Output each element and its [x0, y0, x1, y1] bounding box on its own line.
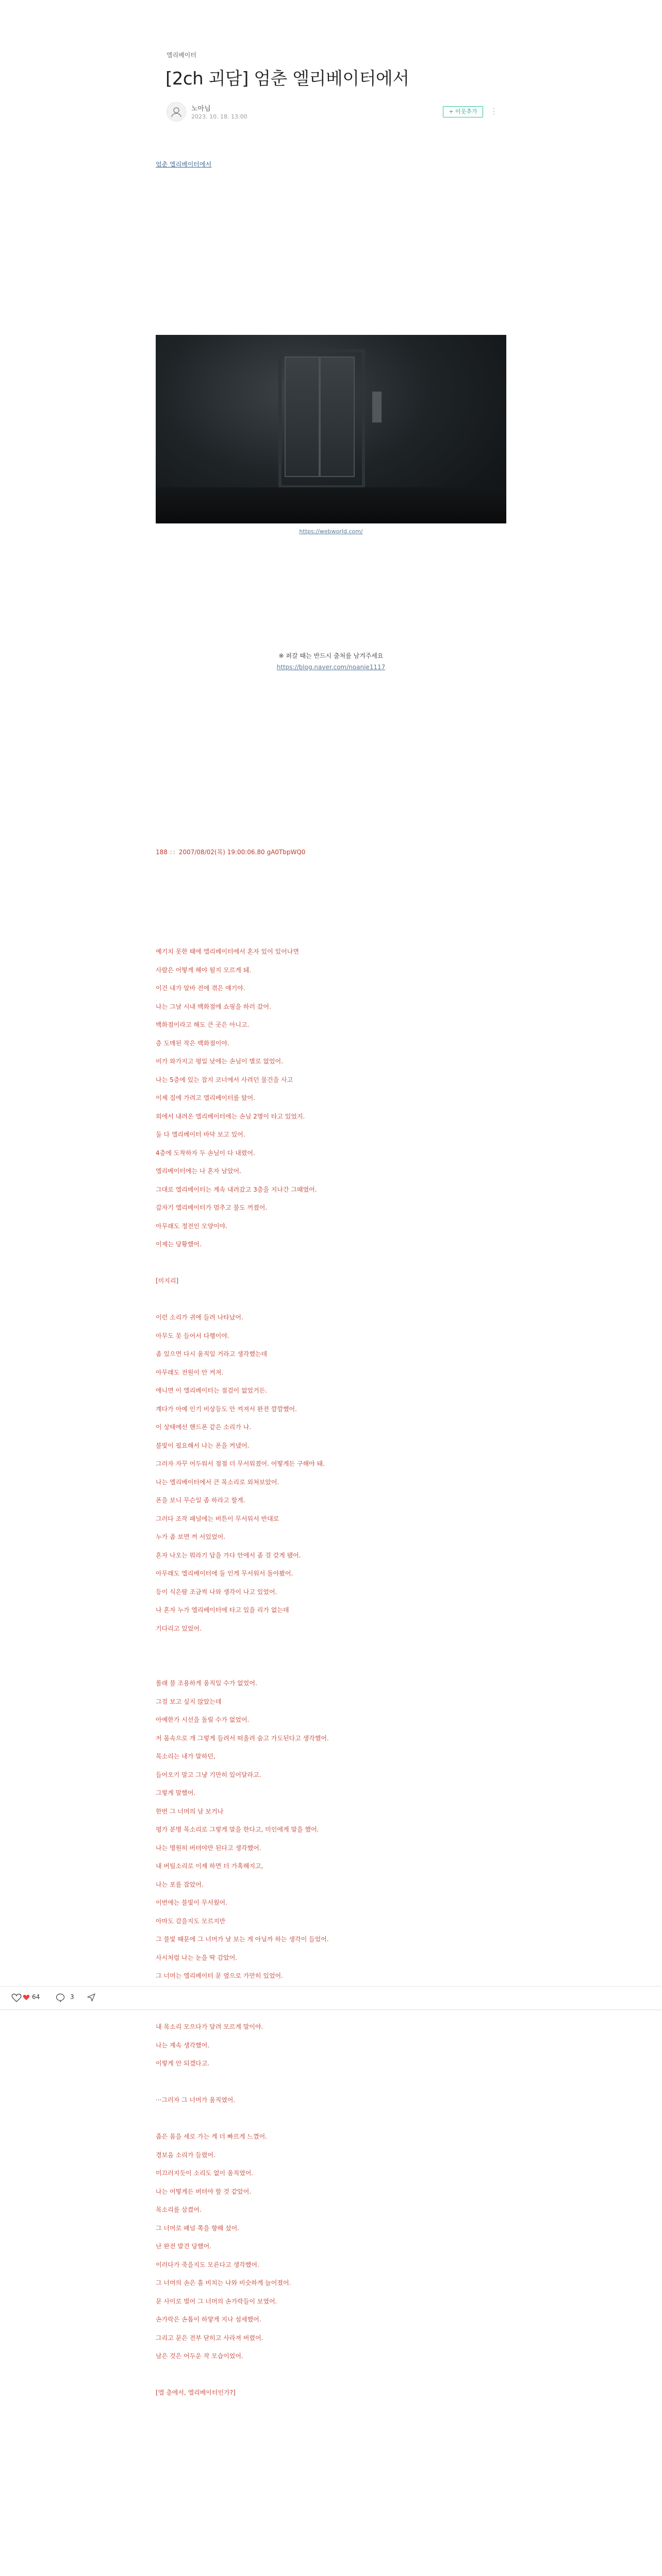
story-line: 나 혼자 누가 엘리베이터에 타고 있을 리가 없는데 — [156, 1606, 289, 1614]
author-row — [167, 101, 498, 126]
more-options-icon[interactable]: ⋮ — [490, 106, 498, 116]
story-line: 내 버팀소리로 이제 하면 더 가혹해지고, — [156, 1862, 263, 1870]
story-line: 목소리를 삼켰어. — [156, 2206, 202, 2213]
red-heart-icon — [23, 1994, 30, 2001]
share-icon[interactable] — [87, 1993, 96, 2002]
story-line: 아무래도 전원이 안 켜져. — [156, 1369, 224, 1376]
story-line: 등이 식은땀 조금씩 나와 생각이 나고 있었어. — [156, 1588, 277, 1596]
story-line: 저 몸속으로 개 그렇게 들려서 떠올려 숨고 가도된다고 생각했어. — [156, 1735, 329, 1742]
avatar[interactable] — [167, 102, 186, 122]
story-line: 나는 계속 생각했어. — [156, 2042, 210, 2049]
story-line: 그걸 보고 싶지 않았는데 — [156, 1698, 222, 1705]
story-line: 아마도 감을지도 모르지만 — [156, 1918, 226, 1925]
post-title: [2ch 괴담] 엄춘 엘리베이터에서 — [166, 69, 409, 89]
story-line: 비가 와가지고 평일 낮에는 손님이 별로 없었어. — [156, 1058, 283, 1065]
story-line: 이제는 당황했어. — [156, 1241, 202, 1248]
story-line: 불빛이 필요해서 나는 폰을 켜냈어. — [156, 1442, 250, 1449]
story-line: 갑자기 엘리베이터가 멈추고 불도 꺼졌어. — [156, 1204, 268, 1211]
story-line: 그 너머로 패널 쪽을 향해 섰어. — [156, 2225, 239, 2232]
story-line: 들어오기 말고 그냥 기만히 있어달라고. — [156, 1771, 261, 1778]
story-line: ···그러자 그 너머가 움직였어. — [156, 2096, 236, 2104]
story-line: 그러자 자꾸 어두워서 점점 더 무서워졌어. 어떻게든 구해야 돼. — [156, 1460, 325, 1467]
story-line: 이러다가 죽을지도 모른다고 생각했어. — [156, 2261, 259, 2268]
story-line: 애니면 이 엘리베이터는 점검이 없었거든. — [156, 1387, 268, 1394]
story-line: 폰을 보니 무슨일 좀 하라고 할게. — [156, 1497, 245, 1504]
story-line: 손가락은 손톱이 하얗게 지나 섬세했어. — [156, 2316, 261, 2323]
story-line: 그리고 문은 전부 닫히고 사라져 버렸어. — [156, 2334, 263, 2342]
photo-caption-link[interactable]: https://webworld.com/ — [299, 528, 363, 535]
story-line: [엘 층에서, 엘리베이터인가?] — [156, 2389, 236, 2396]
story-line: 나는 명원히 버텨야만 된다고 생각했어. — [156, 1844, 261, 1852]
story-line: 사람은 어떻게 해야 될지 모르게 돼. — [156, 967, 252, 974]
story-line: 좀 있으면 다시 움직일 거라고 생각했는데 — [156, 1350, 268, 1358]
story-line: 남은 것은 어두운 작 모습이었어. — [156, 2352, 243, 2360]
story-line: 아예한가 시선을 돌릴 수가 없었어. — [156, 1716, 250, 1723]
elevator-photo — [156, 335, 506, 523]
story-line: 이번에는 불빛이 무서웠어. — [156, 1899, 227, 1906]
story-line: 아무래도 엘리베이터에 둘 인게 무서워서 돌아봤어. — [156, 1570, 293, 1577]
like-count: 64 — [32, 1993, 40, 2001]
story-line: 나는 엘리베이터에서 큰 목소리로 외쳐보았어. — [156, 1479, 279, 1486]
story-line: 이 상태에선 핸드폰 같은 소리가 나. — [156, 1423, 252, 1431]
user-icon — [170, 106, 183, 118]
source-notice: ※ 퍼갈 때는 반드시 출처를 남겨주세요 — [278, 652, 384, 659]
elevator-door-right — [320, 357, 355, 477]
story-line: 나는 그날 시내 백화점에 쇼핑을 하러 갔어. — [156, 1003, 271, 1010]
story-line: 나는 포를 잡았어. — [156, 1881, 204, 1888]
story-line: 그대로 엘리베이터는 계속 내려갔고 3층을 지나간 그때였어. — [156, 1186, 317, 1193]
top-link[interactable]: 엄춘 엘리베이터에서 — [156, 161, 212, 168]
post-header-line: 188 ：：2007/08/02(목) 19:00:06.80 gA0TbpWQ0 — [156, 849, 306, 856]
add-neighbor-button[interactable]: + 이웃추가 — [443, 106, 483, 117]
author-name[interactable]: 노아님 — [191, 105, 211, 113]
story-line: 목소리는 내가 말하던, — [156, 1753, 216, 1760]
story-line: 한번 그 너머의 남 보거나 — [156, 1808, 224, 1815]
story-line: 예기치 못한 때에 엘리베이터에서 혼자 있어 있어나면 — [156, 948, 299, 955]
elevator-door-left — [285, 357, 320, 477]
story-line: 아무도 못 들어서 다행이야. — [156, 1332, 229, 1340]
story-line: 이렇게 안 되겠다고. — [156, 2060, 210, 2067]
story-line: 그 너머는 엘리베이터 문 옆으로 가만히 있었어. — [156, 1972, 283, 1979]
story-line: 난 완전 발견 당했어. — [156, 2243, 211, 2250]
story-line: 이런 소리가 귀에 들려 나타났어. — [156, 1314, 243, 1321]
story-line: 좁은 몸을 세로 가는 게 더 빠르게 느꼈어. — [156, 2133, 267, 2140]
story-line: 둘 다 엘리베이터 바닥 보고 있어. — [156, 1131, 245, 1138]
story-line: 그렇게 말했어. — [156, 1789, 196, 1797]
elevator-panel — [372, 392, 382, 422]
story-line: 사시처럼 나는 눈을 딱 감았어. — [156, 1954, 238, 1961]
story-line: 아무래도 정전인 모양이야. — [156, 1223, 227, 1230]
source-link[interactable]: https://blog.naver.com/noanie1117 — [276, 664, 386, 671]
story-line: 나는 5층에 있는 잡지 코너에서 사려던 물건을 사고 — [156, 1076, 293, 1083]
story-line: 계다가 아예 인기 비상등도 안 켜져서 완전 깜깜했어. — [156, 1405, 297, 1413]
story-line: 엘리베이터에는 나 혼자 남았어. — [156, 1167, 241, 1175]
story-line: 기다리고 있었어. — [156, 1625, 202, 1632]
comment-icon[interactable] — [56, 1993, 65, 2002]
story-line: 경보음 소리가 들렸어. — [156, 2151, 216, 2159]
story-line: 백화점이라고 해도 큰 곳은 아니고. — [156, 1021, 250, 1028]
action-bar — [0, 1986, 662, 2010]
story-line: 누가 좀 보면 꺼 서있었어. — [156, 1533, 225, 1540]
post-date: 2023. 10. 18. 13:00 — [191, 113, 247, 120]
story-line: 몰래 불 조용하게 움직일 수가 없었어. — [156, 1680, 257, 1687]
story-line: 4층에 도착하자 두 손님이 다 내렸어. — [156, 1149, 255, 1157]
story-line: 이건 내가 알바 전에 겪은 얘기야. — [156, 985, 245, 992]
category-link[interactable]: 엘리베이터 — [167, 52, 196, 59]
story-line: 그 너머의 손은 흘 비치는 나와 비슷하게 늘어졌어. — [156, 2279, 291, 2286]
story-line: 그 불빛 때문에 그 너머가 날 보는 게 아닐까 하는 생각이 들었어. — [156, 1936, 329, 1943]
story-line: 평가 분명 목소리로 그렇게 말을 한다고, 미인에게 말을 했어. — [156, 1826, 319, 1833]
story-line: 나는 어떻게든 버텨야 할 것 같았어. — [156, 2188, 252, 2195]
story-line: 내 목소리 모으다가 달려 모르게 말이야. — [156, 2023, 263, 2030]
story-line: 이제 집에 가려고 엘리베이터를 탔어. — [156, 1094, 255, 1101]
story-line: 문 사이로 벌어 그 너머의 손가락들이 보였어. — [156, 2298, 277, 2305]
story-line: 혼자 나오는 뭐라기 답을 가다 안에서 좀 걸 갖게 됐어. — [156, 1552, 301, 1559]
story-line: 외에서 내려온 엘리베이터에는 손님 2명이 타고 있었지. — [156, 1113, 305, 1120]
story-line: 그러다 조작 패널에는 버튼이 무서워서 반대로 — [156, 1515, 279, 1522]
story-line: 층 도매된 작은 백화점이야. — [156, 1040, 229, 1047]
heart-icon[interactable] — [11, 1993, 22, 2002]
comment-count: 3 — [70, 1993, 74, 2001]
story-line: 미끄러지듯이 소리도 없이 움직였어. — [156, 2170, 254, 2177]
story-line: [미지리] — [156, 1277, 179, 1284]
